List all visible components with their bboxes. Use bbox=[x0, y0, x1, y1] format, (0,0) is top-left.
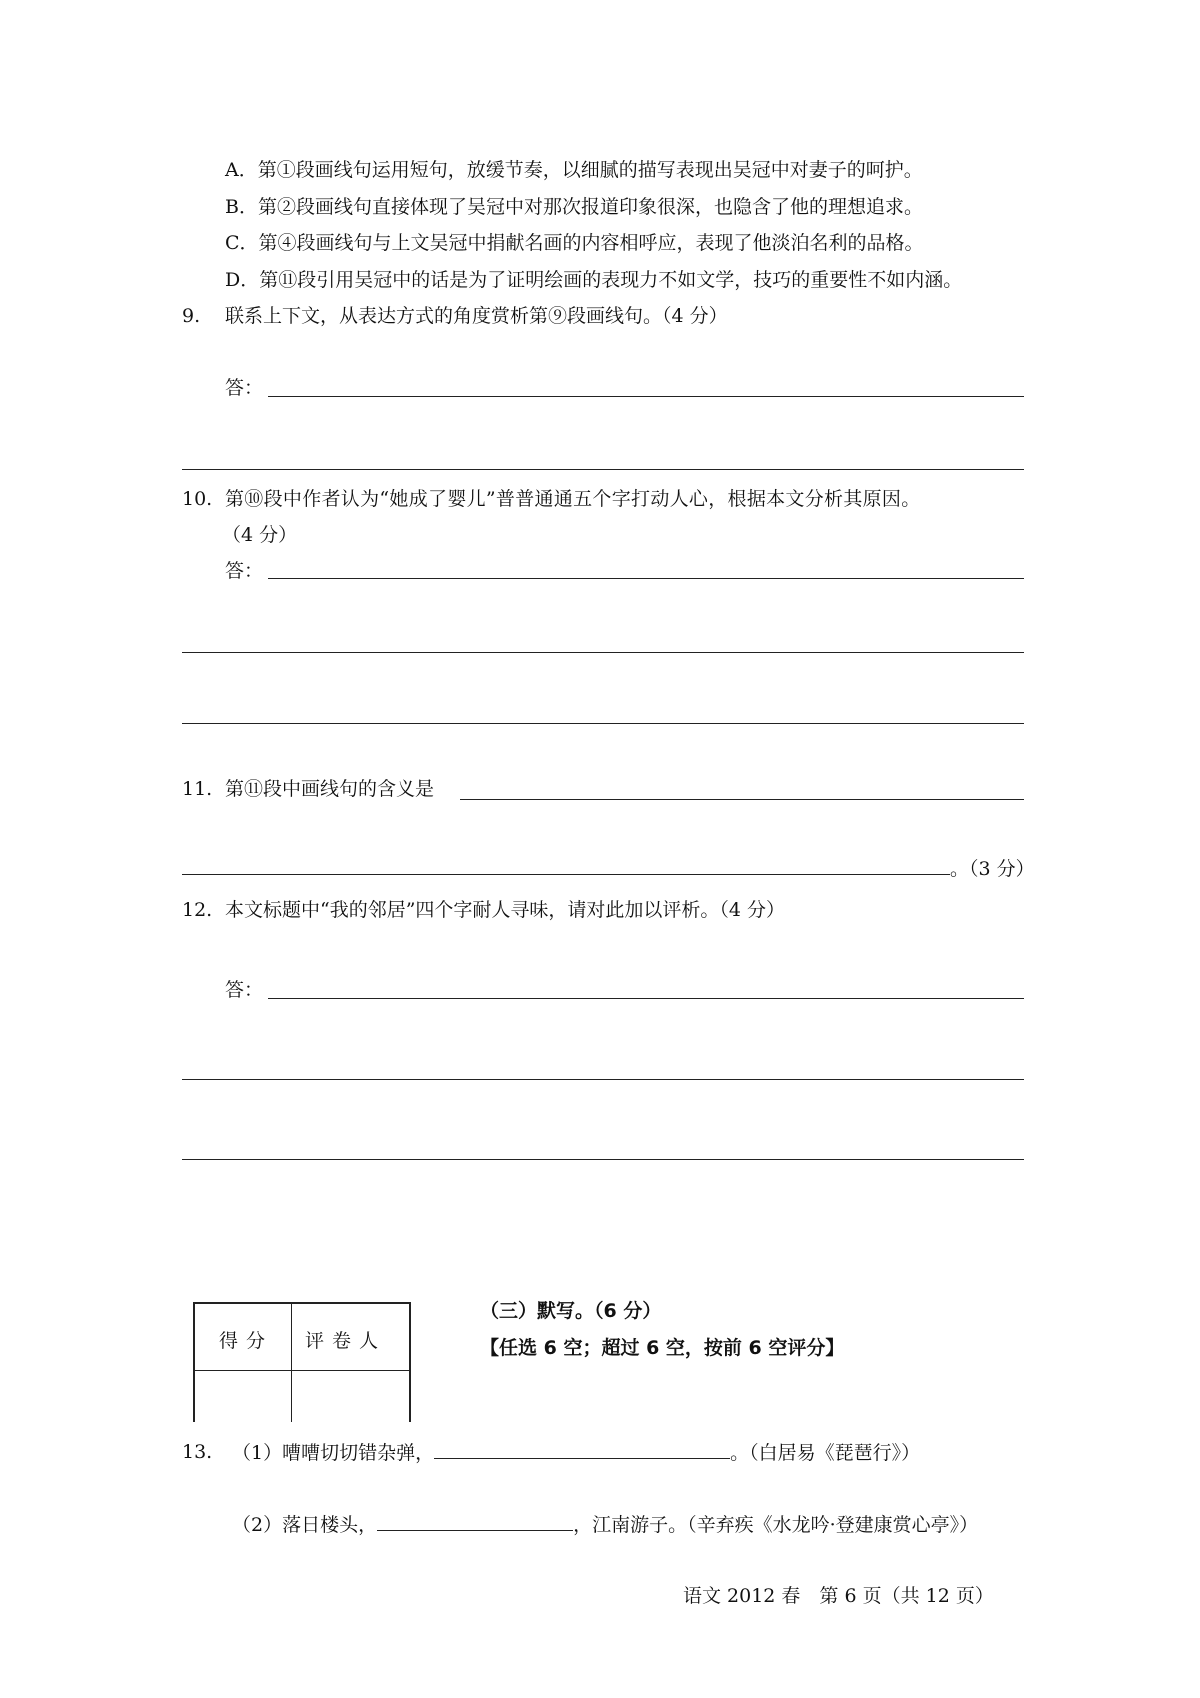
q13-item-2 bbox=[232, 1512, 978, 1537]
q12-answer-line-2[interactable] bbox=[182, 1079, 1024, 1080]
q10-answer-line-3[interactable] bbox=[182, 723, 1024, 724]
q12-answer-label: 答： bbox=[225, 979, 264, 1001]
page-footer: 语文 2012 春 第 6 页（共 12 页） bbox=[683, 1585, 994, 1607]
option-d: D．第⑪段引用吴冠中的话是为了证明绘画的表现力不如文学，技巧的重要性不如内涵。 bbox=[225, 269, 963, 291]
q10-score: （4 分） bbox=[222, 524, 298, 546]
q10-answer-line-2[interactable] bbox=[182, 652, 1024, 653]
q10-number: 10. bbox=[182, 488, 213, 510]
score-table bbox=[193, 1302, 411, 1422]
score-table-col-grader: 评卷人 bbox=[305, 1330, 387, 1352]
score-table-col-score: 得分 bbox=[219, 1330, 274, 1352]
q9-answer-label: 答： bbox=[225, 377, 264, 399]
q13-item-1-prompt: （1）嘈嘈切切错杂弹， bbox=[232, 1442, 435, 1464]
q9-answer-line-1[interactable] bbox=[268, 396, 1024, 397]
score-table-divider bbox=[291, 1304, 292, 1422]
option-a: A．第①段画线句运用短句，放缓节奏，以细腻的描写表现出吴冠中对妻子的呵护。 bbox=[225, 159, 923, 181]
q9-text: 联系上下文，从表达方式的角度赏析第⑨段画线句。（4 分） bbox=[225, 305, 728, 327]
q13-item-1-blank[interactable] bbox=[434, 1440, 730, 1459]
q13-item-2-blank[interactable] bbox=[377, 1512, 573, 1531]
q10-answer-line-1[interactable] bbox=[268, 578, 1024, 579]
q13-item-2-prompt: （2）落日楼头， bbox=[232, 1514, 378, 1536]
q12-answer-line-3[interactable] bbox=[182, 1159, 1024, 1160]
section-3-title: （三）默写。（6 分） bbox=[480, 1300, 662, 1322]
option-c: C．第④段画线句与上文吴冠中捐献名画的内容相呼应，表现了他淡泊名利的品格。 bbox=[225, 232, 924, 254]
q13-item-2-source: ，江南游子。（辛弃疾《水龙吟·登建康赏心亭》） bbox=[573, 1514, 979, 1536]
q9-number: 9. bbox=[182, 305, 201, 327]
q13-item-1 bbox=[232, 1440, 920, 1465]
q11-answer-line-2[interactable] bbox=[182, 874, 950, 875]
q10-answer-label: 答： bbox=[225, 560, 264, 582]
section-3-note: 【任选 6 空；超过 6 空，按前 6 空评分】 bbox=[480, 1337, 845, 1359]
q12-number: 12. bbox=[182, 899, 213, 921]
q9-answer-line-2[interactable] bbox=[182, 469, 1024, 470]
score-table-row-divider bbox=[195, 1370, 409, 1371]
q11-answer-line-1[interactable] bbox=[460, 799, 1024, 800]
q10-text: 第⑩段中作者认为“她成了婴儿”普普通通五个字打动人心，根据本文分析其原因。 bbox=[225, 488, 921, 510]
q13-item-1-source: 。（白居易《琵琶行》） bbox=[730, 1442, 921, 1464]
q12-answer-line-1[interactable] bbox=[268, 998, 1024, 999]
q11-text: 第⑪段中画线句的含义是 bbox=[225, 778, 435, 800]
q12-text: 本文标题中“我的邻居”四个字耐人寻味，请对此加以评析。（4 分） bbox=[225, 899, 786, 921]
option-b: B．第②段画线句直接体现了吴冠中对那次报道印象很深，也隐含了他的理想追求。 bbox=[225, 196, 923, 218]
q11-number: 11. bbox=[182, 778, 213, 800]
q13-number: 13. bbox=[182, 1441, 213, 1463]
q11-tail: 。（3 分） bbox=[950, 858, 1035, 880]
